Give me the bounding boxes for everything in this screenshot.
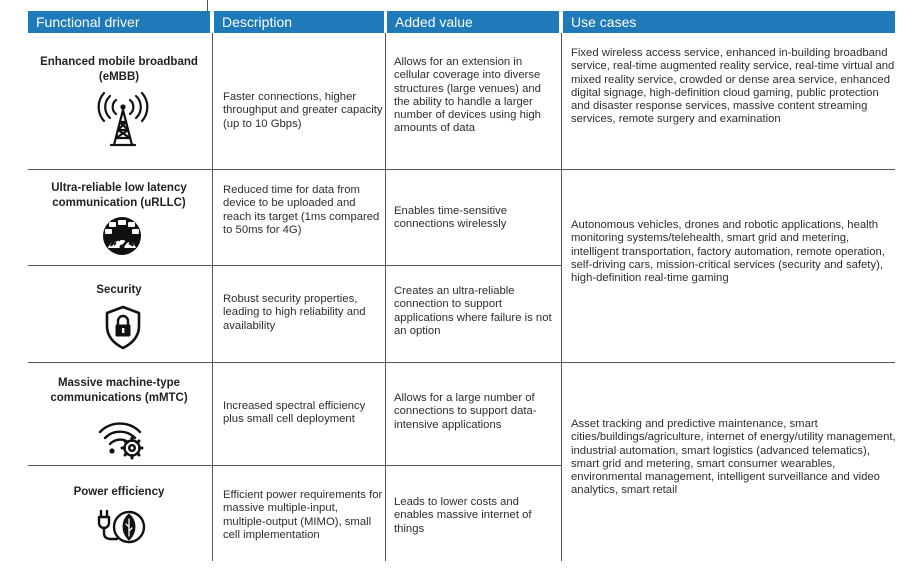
driver-name-power-efficiency: Power efficiency [73, 486, 165, 498]
driver-name-security: Security [96, 284, 142, 296]
column-divider [561, 33, 562, 561]
use-cases-group-1: Fixed wireless access service, enhanced in-building broadband service, real-time augmented reality service, real-time virtual and mixed reality service, crowded or dense area service, enhanced digital signage, high-definition cloud gaming, public protection and disaster response services, massive content streaming services, remote surgery and examination [571, 47, 895, 126]
added-value-embb: Allows for an extension in cellular coverage into diverse structures (large venues) and the ability to handle a larger number of devices using high amounts of data [394, 56, 541, 135]
use-cases-group-2: Autonomous vehicles, drones and robotic applications, health monitoring systems/telehealth, smart grid and metering, intelligent transportation, factory automation, remote operation, self-driving cars, mission-critical services (security and safety), high-definition real-time gaming [571, 219, 885, 285]
plug-leaf-icon [97, 505, 147, 547]
shield-lock-icon [103, 304, 143, 350]
wifi-gear-icon [98, 418, 148, 460]
column-divider [212, 33, 213, 561]
description-embb: Faster connections, higher throughput and greater capacity (up to 10 Gbps) [223, 91, 383, 130]
added-value-power-efficiency: Leads to lower costs and enables massive internet of things [394, 496, 532, 535]
top-tick [207, 0, 208, 11]
description-power-efficiency: Efficient power requirements for massive multiple-input, multiple-output (MIMO), small cell implementation [223, 489, 383, 541]
header-functional-driver: Functional driver [28, 11, 210, 33]
row-divider [28, 265, 561, 266]
row-divider [28, 465, 561, 466]
header-added-value: Added value [387, 11, 559, 33]
added-value-security: Creates an ultra-reliable connection to support applications where failure is not an option [394, 285, 552, 337]
speedometer-globe-icon [100, 214, 144, 258]
driver-name-embb: Enhanced mobile broadband (eMBB) [40, 56, 198, 83]
added-value-urllc: Enables time-sensitive connections wirelessly [394, 205, 508, 231]
antenna-tower-icon [97, 91, 149, 147]
header-description: Description [214, 11, 384, 33]
column-divider [385, 33, 386, 561]
description-urllc: Reduced time for data from device to be uploaded and reach its target (1ms compared to 50ms for 4G) [223, 184, 380, 236]
row-divider [28, 362, 895, 363]
driver-name-urllc: Ultra-reliable low latency communication (uRLLC) [51, 182, 187, 209]
description-security: Robust security properties, leading to high reliability and availability [223, 293, 366, 332]
driver-name-mmtc: Massive machine-type communications (mMTC) [50, 377, 188, 404]
description-mmtc: Increased spectral efficiency plus small cell deployment [223, 400, 366, 426]
use-cases-group-3: Asset tracking and predictive maintenance, smart cities/buildings/agriculture, internet of energy/utility management, industrial automation, smart logistics (advanced telematics), smart grid and metering, smart consumer wearables, environmental management, intelligent surveillance and video analytics, smart retail [571, 418, 896, 497]
added-value-mmtc: Allows for a large number of connections to support data-intensive applications [394, 392, 537, 431]
row-divider [28, 169, 895, 170]
header-use-cases: Use cases [563, 11, 895, 33]
